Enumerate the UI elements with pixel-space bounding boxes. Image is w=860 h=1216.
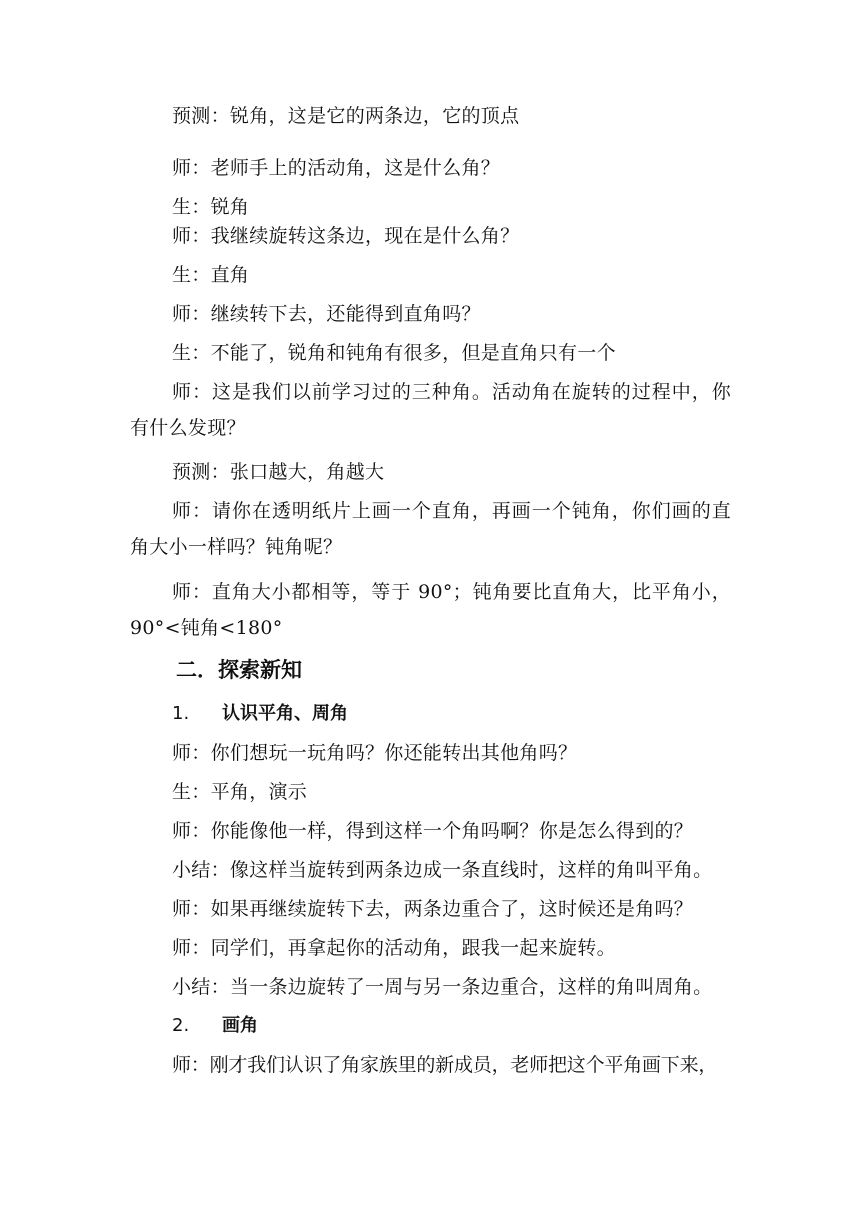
text-line: 小结：当一条边旋转了一周与另一条边重合，这样的角叫周角。	[172, 976, 713, 998]
paragraph-discovery: 师：这是我们以前学习过的三种角。活动角在旋转的过程中，你有什么发现？	[130, 381, 731, 439]
text-line: 师：刚才我们认识了角家族里的新成员，老师把这个平角画下来，	[172, 1054, 718, 1076]
text-line: 师：继续转下去，还能得到直角吗？	[172, 303, 481, 325]
subheading-1	[172, 702, 348, 726]
subheading-number: 1.	[172, 703, 190, 724]
text-line: 生：直角	[172, 264, 250, 286]
paragraph-summary: 师：直角大小都相等，等于 90°；钝角要比直角大，比平角小，90°<钝角<180°	[130, 581, 731, 639]
subheading-title: 画角	[222, 1015, 258, 1036]
text-line: 生：锐角	[172, 196, 250, 218]
text-line: 师：同学们，再拿起你的活动角，跟我一起来旋转。	[172, 937, 616, 959]
subheading-number: 2.	[172, 1015, 190, 1036]
text-line: 预测：张口越大，角越大	[172, 461, 385, 483]
text-line: 师：如果再继续旋转下去，两条边重合了，这时候还是角吗？	[172, 898, 694, 920]
text-line: 师：你们想玩一玩角吗？你还能转出其他角吗？	[172, 742, 578, 764]
text-line: 师：你能像他一样，得到这样一个角吗啊？你是怎么得到的？	[172, 820, 694, 842]
subheading-2	[172, 1014, 258, 1038]
text-line: 小结：像这样当旋转到两条边成一条直线时，这样的角叫平角。	[172, 859, 713, 881]
text-line: 生：不能了，锐角和钝角有很多，但是直角只有一个	[172, 342, 616, 364]
text-line: 生：平角，演示	[172, 781, 308, 803]
subheading-title: 认识平角、周角	[222, 703, 348, 724]
text-line: 预测：锐角，这是它的两条边，它的顶点	[172, 105, 520, 127]
text-line: 师：老师手上的活动角，这是什么角？	[172, 157, 501, 179]
paragraph-draw: 师：请你在透明纸片上画一个直角，再画一个钝角，你们画的直角大小一样吗？钝角呢？	[130, 500, 731, 558]
text-line: 师：我继续旋转这条边，现在是什么角？	[172, 225, 520, 247]
section-heading: 二．探索新知	[176, 658, 302, 682]
